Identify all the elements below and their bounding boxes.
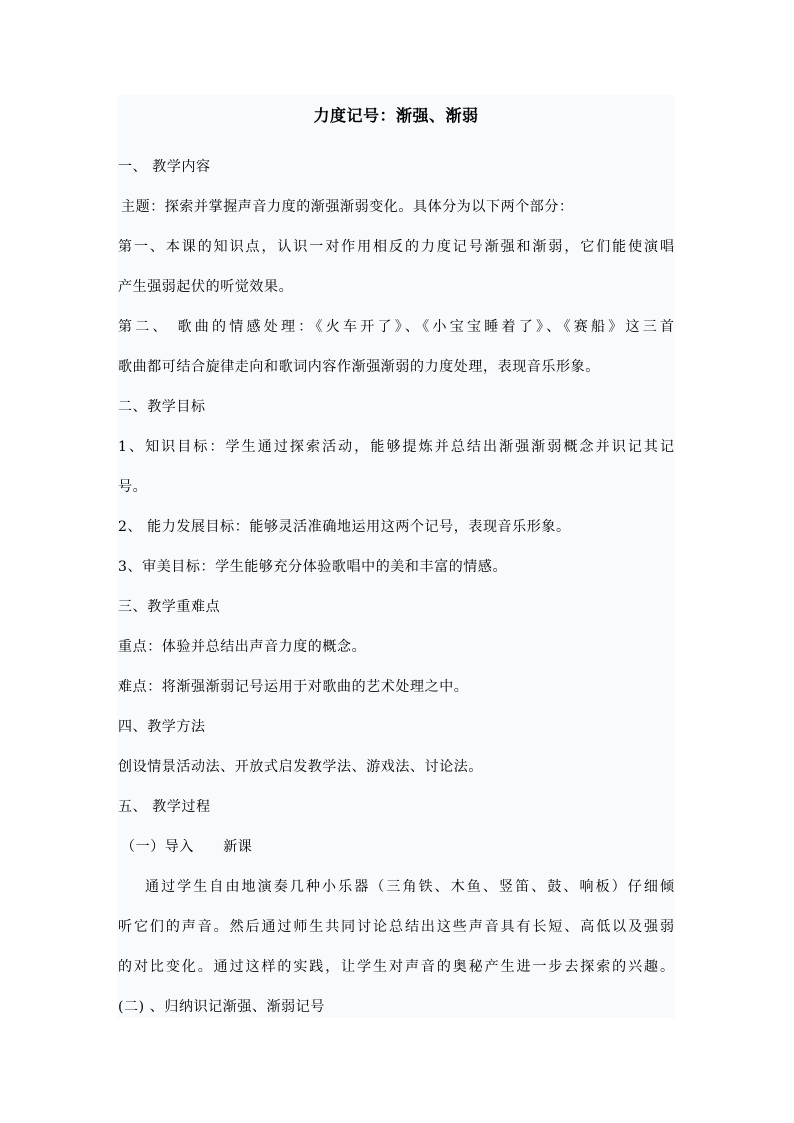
paragraph-line: 2、 能力发展目标：能够灵活准确地运用这两个记号，表现音乐形象。 bbox=[118, 519, 571, 535]
section-heading-teaching-methods: 四、教学方法 bbox=[118, 719, 206, 735]
section-heading-key-points: 三、教学重难点 bbox=[118, 599, 221, 615]
section-heading-teaching-content: 一、 教学内容 bbox=[118, 159, 211, 175]
paragraph-line: 歌曲都可结合旋律走向和歌词内容作渐强渐弱的力度处理，表现音乐形象。 bbox=[118, 359, 600, 375]
paragraph-line: 产生强弱起伏的听觉效果。 bbox=[118, 279, 294, 295]
paragraph-line: 创设情景活动法、开放式启发教学法、游戏法、讨论法。 bbox=[118, 759, 483, 775]
paragraph-line: 号。 bbox=[118, 479, 148, 495]
subsection-heading-intro: （一）导入 新课 bbox=[121, 839, 253, 855]
section-heading-teaching-process: 五、 教学过程 bbox=[118, 799, 211, 815]
paragraph-theme: 主题：探索并掌握声音力度的渐强渐弱变化。具体分为以下两个部分： bbox=[121, 199, 574, 215]
paragraph-line: 的对比变化。通过这样的实践，让学生对声音的奥秘产生进一步去探索的兴趣。 bbox=[118, 959, 674, 975]
document-page bbox=[117, 95, 675, 1018]
section-heading-teaching-goals: 二、教学目标 bbox=[118, 399, 206, 415]
subsection-heading-summary: (二) 、归纳识记渐强、渐弱记号 bbox=[118, 999, 325, 1015]
paragraph-line: 通过学生自由地演奏几种小乐器（三角铁、木鱼、竖笛、鼓、响板）仔细倾 bbox=[145, 879, 674, 895]
paragraph-line: 重点：体验并总结出声音力度的概念。 bbox=[118, 639, 367, 655]
paragraph-line: 难点：将渐强渐弱记号运用于对歌曲的艺术处理之中。 bbox=[118, 679, 469, 695]
document-title: 力度记号：渐强、渐弱 bbox=[313, 106, 479, 125]
paragraph-line: 3、审美目标：学生能够充分体验歌唱中的美和丰富的情感。 bbox=[118, 559, 508, 575]
paragraph-line: 1、知识目标：学生通过探索活动，能够提炼并总结出渐强渐弱概念并识记其记 bbox=[118, 439, 674, 455]
paragraph-line: 第二、 歌曲的情感处理：《火车开了》、《小宝宝睡着了》、《赛船》这三首 bbox=[118, 319, 674, 335]
paragraph-line: 听它们的声音。然后通过师生共同讨论总结出这些声音具有长短、高低以及强弱 bbox=[118, 919, 674, 935]
paragraph-line: 第一、本课的知识点，认识一对作用相反的力度记号渐强和渐弱，它们能使演唱 bbox=[118, 239, 674, 255]
